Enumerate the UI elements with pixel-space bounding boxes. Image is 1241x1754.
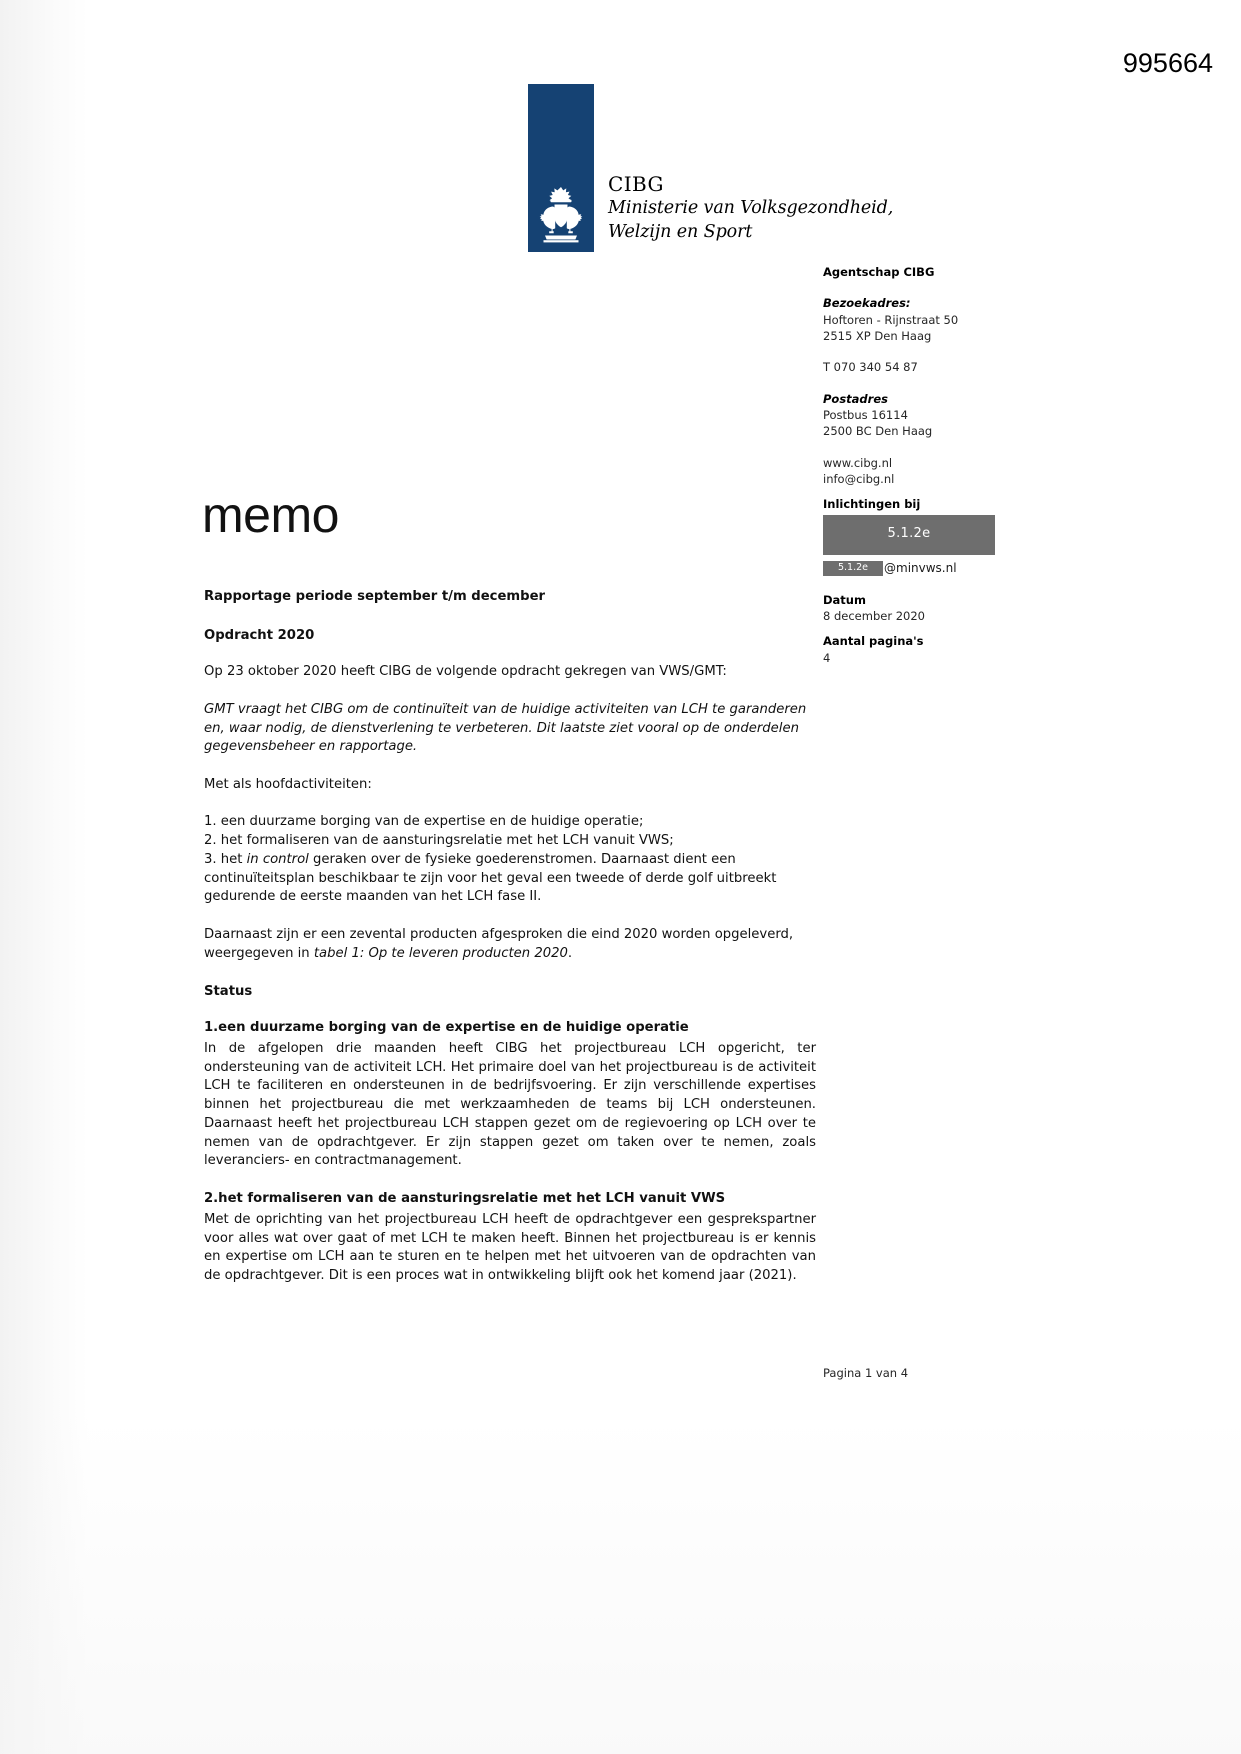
products-paragraph xyxy=(204,926,816,963)
products-suffix: . xyxy=(567,945,573,961)
memo-body xyxy=(204,588,816,1305)
email-domain: @minvws.nl xyxy=(884,560,957,575)
postal-address-line2: 2500 BC Den Haag xyxy=(823,424,933,439)
email-link[interactable]: info@cibg.nl xyxy=(823,471,895,486)
section-2-heading: 2.het formaliseren van de aansturingsrelatie met het LCH vanuit VWS xyxy=(204,1191,726,1207)
status-heading: Status xyxy=(204,983,253,999)
agency-name: Agentschap CIBG xyxy=(823,265,935,279)
section-1-text: In de afgelopen drie maanden heeft CIBG het projectbureau LCH opgericht, ter ondersteuning van de activiteit LCH. Het primaire doel van het projectbureau is de activiteit LCH te faciliteren en ondersteunen in de bedrijfsvoering. Er zijn verschillende expertises binnen het projectbureau die met werkzaamheden de teams bij LCH ondersteunen. Daarnaast heeft het projectbureau LCH stappen gezet om de regievoering op LCH over te nemen van de opdrachtgever. Er zijn stappen gezet om taken over te nemen, zoals leveranciers- en contractmanagement. xyxy=(204,1041,816,1169)
activity-3-prefix: 3. het xyxy=(204,851,247,867)
cibg-logo xyxy=(528,84,893,252)
document-number: 995664 xyxy=(1122,48,1213,78)
logo-text-block xyxy=(608,171,893,252)
reporting-period-heading: Rapportage periode september t/m december xyxy=(204,589,546,604)
page-bottom-shading xyxy=(0,1414,1241,1754)
redacted-contact-email-row xyxy=(823,560,1073,577)
main-activities-label: Met als hoofdactiviteiten: xyxy=(204,776,372,792)
website-link[interactable]: www.cibg.nl xyxy=(823,455,893,470)
visiting-address-label: Bezoekadres: xyxy=(823,296,911,311)
page-footer: Pagina 1 van 4 xyxy=(823,1366,909,1380)
logo-organisation: CIBG xyxy=(608,171,664,196)
contact-person-label: Inlichtingen bij xyxy=(823,497,921,512)
page-title: memo xyxy=(202,487,339,543)
logo-ministry-line1: Ministerie van Volksgezondheid, xyxy=(608,198,894,219)
section-1-heading: 1.een duurzame borging van de expertise en de huidige operatie xyxy=(204,1020,689,1036)
visiting-address-line2: 2515 XP Den Haag xyxy=(823,328,932,343)
products-table-reference: tabel 1: Op te leveren producten 2020 xyxy=(313,945,568,961)
postal-address-label: Postadres xyxy=(823,391,888,406)
page-left-shading xyxy=(0,0,88,1754)
activity-item-3 xyxy=(204,851,816,907)
redacted-email-local: 5.1.2e xyxy=(823,561,883,576)
phone-number: T 070 340 54 87 xyxy=(823,360,918,375)
products-prefix: Daarnaast zijn er een zevental producten afgesproken die eind 2020 worden opgeleverd, weergegeven in xyxy=(204,927,794,961)
activity-item-2: 2. het formaliseren van de aansturingsrelatie met het LCH vanuit VWS; xyxy=(204,833,674,849)
date-label: Datum xyxy=(823,592,866,607)
dutch-coat-of-arms-icon xyxy=(533,184,589,246)
logo-ministry-line2: Welzijn en Sport xyxy=(608,221,753,242)
activity-3-emphasis: in control xyxy=(246,851,309,867)
intro-paragraph: Op 23 oktober 2020 heeft CIBG de volgende opdracht gekregen van VWS/GMT: xyxy=(204,664,727,680)
contact-sidebar xyxy=(823,264,1073,666)
visiting-address-line1: Hoftoren - Rijnstraat 50 xyxy=(823,312,959,327)
date-value: 8 december 2020 xyxy=(823,608,925,623)
logo-blue-bar xyxy=(528,84,594,252)
assignment-heading: Opdracht 2020 xyxy=(204,627,315,643)
assignment-quote: GMT vraagt het CIBG om de continuïteit van de huidige activiteiten van LCH te garanderen en, waar nodig, de dienstverlening te verbeteren. Dit laatste ziet vooral op de onderdelen gegevensbeheer en rapportage. xyxy=(204,702,807,755)
section-2-text: Met de oprichting van het projectbureau LCH heeft de opdrachtgever een gesprekspartner voor alles wat over gaat of met LCH te maken heeft. Binnen het projectbureau is er kennis en expertise om LCH aan te sturen en te helpen met het uitvoeren van de opdrachten van de opdrachtgever. Dit is een proces wat in ontwikkeling blijft ook het komend jaar (2021). xyxy=(204,1211,816,1284)
postal-address-line1: Postbus 16114 xyxy=(823,407,908,422)
activity-item-1: 1. een duurzame borging van de expertise en de huidige operatie; xyxy=(204,814,644,830)
redacted-contact-name: 5.1.2e xyxy=(823,515,995,555)
page-count-value: 4 xyxy=(823,650,831,665)
page-count-label: Aantal pagina's xyxy=(823,634,924,649)
activity-3-rest: geraken over de fysieke goederenstromen. Daarnaast dient een continuïteitsplan beschikbaar te zijn voor het geval een tweede of derde golf uitbreekt gedurende de eerste maanden van het LCH fase II. xyxy=(204,851,777,905)
activities-list xyxy=(204,813,816,907)
